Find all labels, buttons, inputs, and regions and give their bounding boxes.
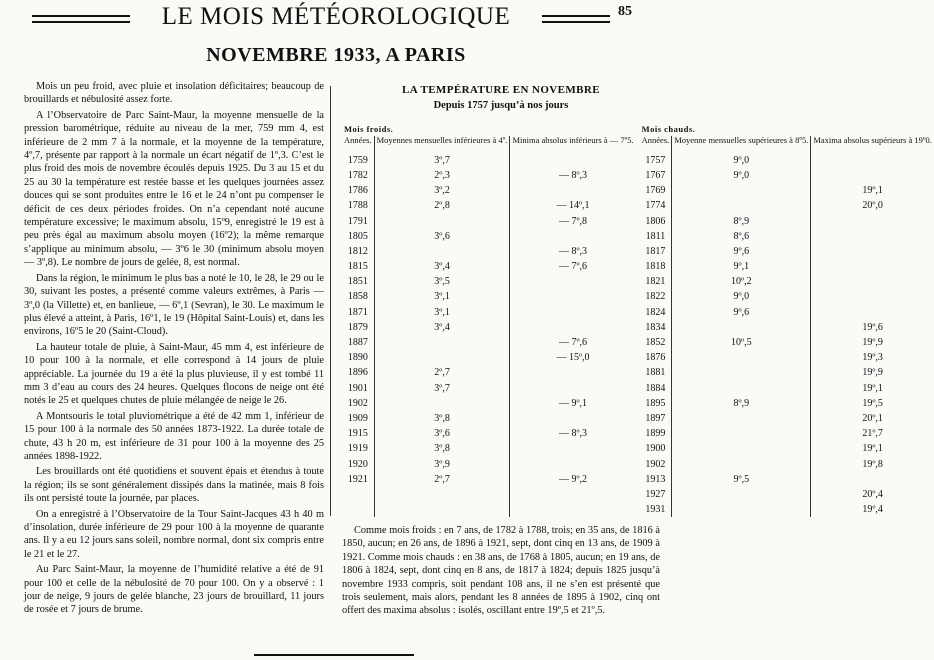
- header-rule-left: [32, 15, 130, 17]
- cell-warm-year: 1913: [645, 473, 666, 485]
- cell-cold-mean: 3º,6: [374, 229, 510, 244]
- cell-warm-mean: [672, 365, 811, 380]
- cell-cold-mean: 3º,8: [374, 441, 510, 456]
- paragraph: Mois un peu froid, avec pluie et insolation déficitaires; beaucoup de brouillards et nébulosité assez forte.: [24, 81, 324, 106]
- cell-cold-year: 1851: [347, 276, 368, 288]
- cell-warm-max: 19º,9: [811, 335, 934, 350]
- cell-warm-mean: 9º,0: [672, 168, 811, 183]
- cell-cold-min: — 8º,3: [510, 244, 636, 259]
- cell-cold-year: 1786: [347, 185, 368, 197]
- cell-cold-mean: 3º,6: [374, 426, 510, 441]
- cell-warm-mean: 9º,0: [672, 149, 811, 168]
- cell-warm-max: 19º,9: [811, 365, 934, 380]
- cell-cold-year: 1871: [347, 306, 368, 318]
- article-title: NOVEMBRE 1933, A PARIS: [206, 44, 466, 66]
- cell-cold-min: — 8º,3: [510, 426, 636, 441]
- cell-cold-year: [342, 487, 374, 502]
- cell-cold-year: 1782: [347, 169, 368, 181]
- cell-cold-mean: [374, 396, 510, 411]
- cell-warm-year: 1774: [645, 200, 666, 212]
- cell-cold-year: 1901: [347, 382, 368, 394]
- col-header-warm-mean: Moyenne mensuelles supérieures à 8º5.: [672, 136, 811, 149]
- cell-warm-year: 1852: [645, 337, 666, 349]
- cell-cold-year: 1921: [347, 473, 368, 485]
- header-rule-right-2: [542, 21, 610, 23]
- cell-warm-year: 1876: [645, 352, 666, 364]
- cell-cold-min: [510, 441, 636, 456]
- table-row: [342, 149, 934, 168]
- cell-cold-year: 1902: [347, 397, 368, 409]
- table-row: [342, 426, 934, 441]
- cell-cold-year: 1788: [347, 200, 368, 212]
- cell-warm-max: 19º,4: [811, 502, 934, 517]
- cell-cold-min: [510, 411, 636, 426]
- table-title: LA TEMPÉRATURE EN NOVEMBRE: [402, 84, 600, 96]
- col-header-year: Années.: [641, 135, 670, 146]
- cell-warm-mean: 9º,6: [672, 244, 811, 259]
- cell-warm-mean: 10º,2: [672, 274, 811, 289]
- cell-cold-min: — 14º,1: [510, 198, 636, 213]
- table-row: [342, 198, 934, 213]
- cell-warm-max: 19º,8: [811, 456, 934, 471]
- page-title: LE MOIS MÉTÉOROLOGIQUE: [161, 3, 511, 30]
- table-row: [342, 365, 934, 380]
- cell-warm-max: 20º,4: [811, 487, 934, 502]
- cell-cold-year: 1887: [347, 337, 368, 349]
- cell-cold-year: 1879: [347, 321, 368, 333]
- paragraph: Les brouillards ont été quotidiens et souvent épais et étendus à toute la région; ils se sont généralement dissipés dans la matinée, mais 8 fois ils ont persisté toute la journée, par places.: [24, 466, 324, 505]
- cell-warm-year: 1895: [645, 397, 666, 409]
- column-divider: [330, 86, 331, 516]
- cell-warm-year: 1818: [645, 261, 666, 273]
- cell-cold-mean: [374, 335, 510, 350]
- cell-cold-mean: 3º,7: [374, 381, 510, 396]
- cell-warm-max: [811, 229, 934, 244]
- cell-warm-year: 1757: [645, 154, 666, 166]
- cell-cold-min: — 8º,3: [510, 168, 636, 183]
- cell-cold-min: [510, 381, 636, 396]
- cell-warm-mean: [672, 426, 811, 441]
- cell-warm-year: 1769: [645, 185, 666, 197]
- cell-warm-max: 19º,1: [811, 441, 934, 456]
- cell-warm-year: 1881: [645, 367, 666, 379]
- table-subtitle: Depuis 1757 jusqu’à nos jours: [433, 100, 569, 111]
- header-rule-right: [542, 15, 610, 17]
- table-row: [342, 335, 934, 350]
- cell-cold-min: [510, 274, 636, 289]
- paragraph: On a enregistré à l’Observatoire de la Tour Saint-Jacques 43 h 40 m d’insolation, durée inférieure de 29 pour 100 à la moyenne de quarante ans. Il y a eu 12 jours sans soleil, nombre normal, dont six compris entre le 21 et le 27.: [24, 508, 324, 560]
- cell-cold-year: [342, 502, 374, 517]
- cell-cold-min: — 7º,8: [510, 213, 636, 228]
- cell-warm-max: [811, 259, 934, 274]
- paragraph: Comme mois froids : en 7 ans, de 1782 à 1788, trois; en 35 ans, de 1816 à 1850, aucun; en 26 ans, de 1896 à 1921, sept, dont cinq en 13 ans, de 1909 à 1921. Comme mois chauds : en 38 ans, de 1768 à 1805, aucun; en 19 ans, de 1806 à 1824, sept, dont cinq en 8 ans, de 1817 à 1824; depuis 1825 jusqu’à novembre 1933 compris, soit pendant 108 ans, il ne s’en est présenté que trois seulement, mais alors, pendant les 8 années de 1895 à 1902, cinq ont offert des maxima absolus : isolés, oscillant entre 19º,5 et 21º,5.: [342, 525, 660, 617]
- cell-warm-mean: 8º,9: [672, 396, 811, 411]
- cell-cold-min: [510, 149, 636, 168]
- right-column: [342, 80, 932, 517]
- cell-warm-year: 1899: [645, 428, 666, 440]
- cell-warm-max: [811, 213, 934, 228]
- temperature-table: [342, 121, 934, 517]
- table-row: [342, 472, 934, 487]
- table-row: [342, 289, 934, 304]
- cell-cold-min: — 9º,1: [510, 396, 636, 411]
- cell-cold-mean: 2º,3: [374, 168, 510, 183]
- cell-warm-year: 1927: [645, 488, 666, 500]
- cell-cold-year: 1805: [347, 230, 368, 242]
- cell-warm-year: 1821: [645, 276, 666, 288]
- table-row: [342, 305, 934, 320]
- table-row: [342, 411, 934, 426]
- table-row: [342, 441, 934, 456]
- cell-cold-mean: [374, 350, 510, 365]
- table-row: [342, 259, 934, 274]
- cell-cold-year: 1919: [347, 443, 368, 455]
- table-row: [342, 456, 934, 471]
- table-row: [342, 168, 934, 183]
- cell-warm-max: [811, 168, 934, 183]
- cell-warm-mean: 8º,9: [672, 213, 811, 228]
- cell-warm-mean: 9º,1: [672, 259, 811, 274]
- cell-cold-mean: [374, 213, 510, 228]
- paragraph: Dans la région, le minimum le plus bas a noté le 10, le 28, le 29 ou le 30, suivant les postes, a présenté comme valeurs extrêmes, à Paris — 3º,0 (la Villette) et, en banlieue, — 6º,1 (Sevran), le 30. Le maximum le plus élevé a atteint, à Paris, 16º1, le 19 (Hôpital Saint-Louis) et, dans les environs, 16º5 le 20 (Saint-Cloud).: [24, 272, 324, 338]
- cell-cold-mean: [374, 244, 510, 259]
- cell-cold-mean: 3º,1: [374, 289, 510, 304]
- cell-warm-year: 1817: [645, 245, 666, 257]
- cell-warm-year: 1822: [645, 291, 666, 303]
- page-header: [0, 0, 672, 40]
- cell-warm-year: 1767: [645, 169, 666, 181]
- cell-warm-mean: [672, 320, 811, 335]
- cell-cold-min: — 7º,6: [510, 335, 636, 350]
- cell-warm-mean: 10º,5: [672, 335, 811, 350]
- section-warm-label: Mois chauds.: [641, 123, 696, 134]
- cell-cold-mean: 3º,5: [374, 274, 510, 289]
- table-row: [342, 213, 934, 228]
- cell-warm-mean: 9º,5: [672, 472, 811, 487]
- cell-warm-max: 20º,0: [811, 198, 934, 213]
- cell-cold-mean: 3º,2: [374, 183, 510, 198]
- table-row: [342, 320, 934, 335]
- cell-warm-max: [811, 244, 934, 259]
- cell-cold-min: [510, 183, 636, 198]
- table-row: [342, 396, 934, 411]
- cell-warm-max: 19º,5: [811, 396, 934, 411]
- cell-warm-max: [811, 289, 934, 304]
- table-row: [342, 502, 934, 517]
- cell-warm-year: 1931: [645, 504, 666, 516]
- cell-warm-mean: 8º,6: [672, 229, 811, 244]
- table-row: [342, 487, 934, 502]
- cell-cold-mean: [374, 487, 510, 502]
- cell-warm-year: 1900: [645, 443, 666, 455]
- cell-cold-min: [510, 289, 636, 304]
- cell-warm-year: 1806: [645, 215, 666, 227]
- paragraph: A l’Observatoire de Parc Saint-Maur, la moyenne mensuelle de la pression barométrique, réduite au niveau de la mer, 759 mm 4, est inférieure de 2 mm 7 à la normale, et la moyenne de la température, 4º,7, présente par rapport à la normale un écart négatif de 1º,3. C’est le plus froid des mois de novembre écoulés depuis 1925. Du 3 au 15 et du 25 au 30 la température est restée basse et les quelques journées assez douces qui se sont produites entre le 16 et le 24 n’ont pu compenser le déficit de ces deux périodes froides. On n’a cependant noté aucune température excessive; le maximum absolu, 15º9, enregistré le 19 est à peu près égal au maximum absolu moyen (16º2); la même remarque s’applique au minimum absolu, — 3º6 le 30 (minimum absolu moyen — 3º,8). Le nombre de jours de gelée, 8, est normal.: [24, 109, 324, 269]
- cell-warm-max: [811, 149, 934, 168]
- paragraph: Au Parc Saint-Maur, la moyenne de l’humidité relative a été de 91 pour 100 et celle de la nébulosité de 70 pour 100. On y a observé : 1 jour de neige, 9 jours de gelée blanche, 23 jours de brouillard, 11 jours de rosée et 7 jours de brume.: [24, 564, 324, 616]
- cell-cold-min: [510, 320, 636, 335]
- cell-warm-mean: [672, 381, 811, 396]
- cell-cold-mean: 3º,7: [374, 149, 510, 168]
- col-header-cold-min: Minima absolus inférieurs à — 7º5.: [510, 136, 636, 149]
- cell-cold-mean: 3º,9: [374, 456, 510, 471]
- cell-cold-year: 1909: [347, 412, 368, 424]
- cell-cold-min: [510, 487, 636, 502]
- cell-warm-mean: [672, 183, 811, 198]
- cell-cold-year: 1920: [347, 458, 368, 470]
- col-header-year: Années.: [344, 135, 372, 146]
- cell-cold-mean: 2º,8: [374, 198, 510, 213]
- commentary: [342, 524, 660, 618]
- cell-cold-year: 1896: [347, 367, 368, 379]
- cell-warm-mean: [672, 456, 811, 471]
- cell-warm-max: [811, 274, 934, 289]
- cell-cold-year: 1890: [347, 352, 368, 364]
- cell-cold-min: [510, 305, 636, 320]
- table-row: [342, 229, 934, 244]
- cell-cold-year: 1812: [347, 245, 368, 257]
- cell-warm-mean: [672, 198, 811, 213]
- page-number: 85: [618, 4, 632, 19]
- cell-warm-year: 1884: [645, 382, 666, 394]
- cell-cold-mean: 3º,4: [374, 320, 510, 335]
- cell-warm-mean: [672, 502, 811, 517]
- cell-cold-mean: 3º,1: [374, 305, 510, 320]
- cell-warm-year: 1811: [645, 230, 666, 242]
- cell-cold-year: 1791: [347, 215, 368, 227]
- paragraph: La hauteur totale de pluie, à Saint-Maur, 45 mm 4, est inférieure de 10 pour 100 à la normale, et elle correspond à 14 jours de pluie appréciable. La journée du 19 a été la plus pluvieuse, il y est tombé 11 mm 3 d’eau au cours des 24 heures. Quelques flocons de neige ont été notés le 25 et quelques chutes de pluie mélangée de neige le 26.: [24, 341, 324, 407]
- col-header-cold-mean: Moyennes mensuelles inférieures à 4º.: [374, 136, 510, 149]
- cell-warm-max: 19º,6: [811, 320, 934, 335]
- cell-warm-year: 1824: [645, 306, 666, 318]
- cell-warm-mean: [672, 487, 811, 502]
- cell-warm-max: 19º,1: [811, 183, 934, 198]
- cell-warm-max: [811, 305, 934, 320]
- cell-warm-mean: [672, 441, 811, 456]
- cell-cold-year: 1759: [347, 154, 368, 166]
- cell-cold-mean: 3º,8: [374, 411, 510, 426]
- cell-cold-min: [510, 365, 636, 380]
- cell-warm-max: 19º,1: [811, 381, 934, 396]
- cell-cold-min: [510, 456, 636, 471]
- paragraph: A Montsouris le total pluviométrique a été de 42 mm 1, inférieur de 15 pour 100 à la normale des 50 années 1873-1922. La durée totale de chute, 43 h 20 m, est inférieure de 31 pour 100 à la moyenne des 25 années 1898-1922.: [24, 410, 324, 462]
- cell-warm-max: [811, 472, 934, 487]
- cell-warm-year: 1902: [645, 458, 666, 470]
- cell-cold-mean: [374, 502, 510, 517]
- cell-warm-mean: [672, 350, 811, 365]
- table-row: [342, 274, 934, 289]
- cell-cold-min: — 9º,2: [510, 472, 636, 487]
- cell-cold-min: — 15º,0: [510, 350, 636, 365]
- cell-cold-mean: 3º,4: [374, 259, 510, 274]
- table-row: [342, 350, 934, 365]
- cell-warm-max: 21º,7: [811, 426, 934, 441]
- cell-cold-mean: 2º,7: [374, 472, 510, 487]
- cell-warm-mean: [672, 411, 811, 426]
- table-row: [342, 183, 934, 198]
- cell-cold-mean: 2º,7: [374, 365, 510, 380]
- cell-warm-max: 19º,3: [811, 350, 934, 365]
- section-cold-label: Mois froids.: [344, 123, 394, 134]
- left-column: [24, 80, 324, 619]
- cell-cold-year: 1858: [347, 291, 368, 303]
- bottom-rule: [254, 654, 414, 656]
- header-rule-left-2: [32, 21, 130, 23]
- cell-warm-year: 1834: [645, 321, 666, 333]
- cell-cold-min: [510, 502, 636, 517]
- cell-cold-year: 1815: [347, 261, 368, 273]
- cell-cold-year: 1915: [347, 428, 368, 440]
- cell-cold-min: [510, 229, 636, 244]
- col-header-warm-max: Maxima absolus supérieurs à 19º0.: [811, 136, 934, 149]
- table-row: [342, 244, 934, 259]
- cell-warm-mean: 9º,6: [672, 305, 811, 320]
- cell-warm-mean: 9º,0: [672, 289, 811, 304]
- cell-cold-min: — 7º,6: [510, 259, 636, 274]
- cell-warm-year: 1897: [645, 412, 666, 424]
- table-row: [342, 381, 934, 396]
- cell-warm-max: 20º,1: [811, 411, 934, 426]
